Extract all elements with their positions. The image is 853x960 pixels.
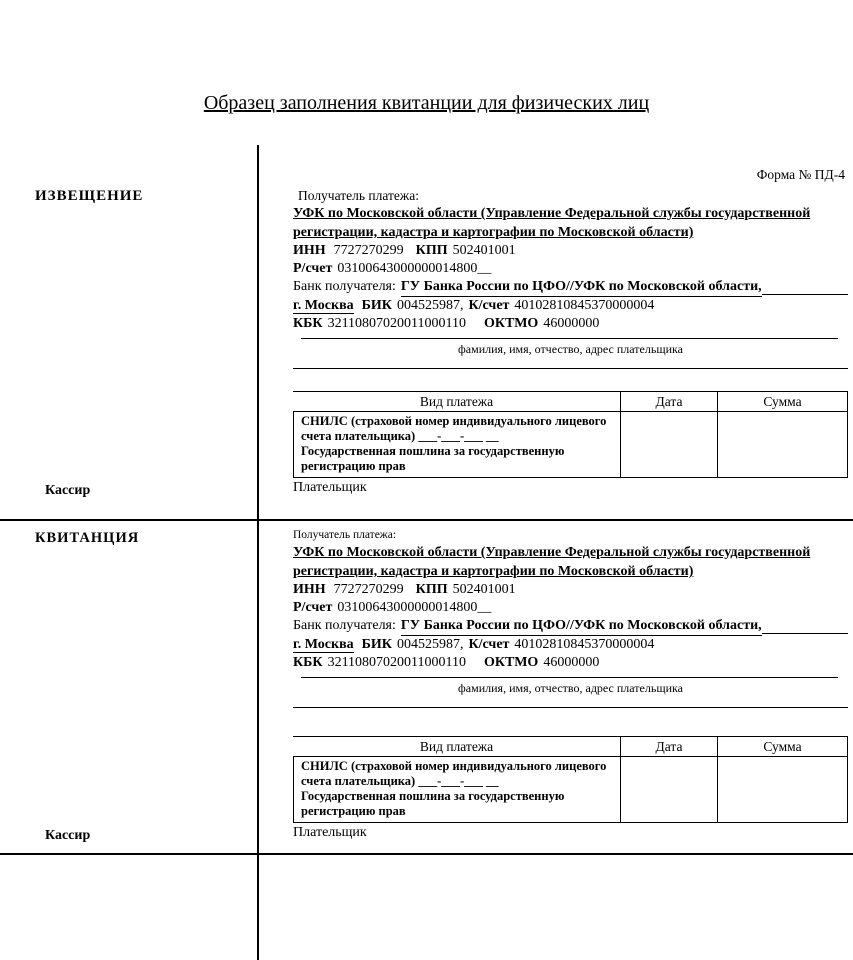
oktmo-value: 46000000 [543, 316, 600, 331]
header-date: Дата [620, 392, 717, 411]
kpp-value: 502401001 [452, 582, 516, 597]
payer-name-caption: фамилия, имя, отчество, адрес плательщика [458, 681, 683, 695]
payee-name: УФК по Московской области (Управление Федеральной службы государственной регистрации, кадастра и картографии по Московской области) [293, 206, 811, 240]
payment-type-duty: Государственная пошлина за государственную регистрацию прав [301, 789, 565, 818]
account-label: Р/счет [293, 261, 333, 276]
account-value: 03100643000000014800__ [337, 261, 492, 276]
corr-label: К/счет [468, 298, 510, 313]
notice-section [293, 187, 848, 497]
corr-value: 40102810845370000004 [514, 298, 655, 313]
receipt-section [293, 528, 848, 842]
inn-kpp-line [293, 581, 848, 599]
bottom-separator-line [0, 853, 853, 855]
header-payment-type: Вид платежа [419, 739, 494, 754]
bank-line [293, 617, 848, 636]
payment-type-cell [294, 757, 620, 822]
account-value: 03100643000000014800__ [337, 600, 492, 615]
bik-label: БИК [361, 637, 392, 652]
payer-label: Плательщик [293, 825, 367, 840]
inn-label: ИНН [293, 243, 326, 258]
account-line [293, 599, 848, 617]
account-line [293, 260, 848, 278]
bank-city: г. Москва [293, 637, 354, 652]
bik-line [293, 297, 848, 315]
kpp-label: КПП [415, 243, 448, 258]
payment-table-row [293, 757, 848, 823]
section-separator-line [0, 519, 853, 521]
kpp-label: КПП [415, 582, 448, 597]
kbk-label: КБК [293, 316, 323, 331]
payment-table [293, 736, 848, 823]
sum-cell [717, 412, 848, 477]
account-label: Р/счет [293, 600, 333, 615]
payment-table-header [293, 736, 848, 757]
sum-cell [717, 757, 848, 822]
payment-type-snils: СНИЛС (страховой номер индивидуального лицевого счета плательщика) ___-___-___ __ [301, 759, 607, 788]
payer-name-rule-top [301, 677, 838, 678]
underline-fill [762, 278, 848, 295]
payee-name: УФК по Московской области (Управление Федеральной службы государственной регистрации, кадастра и картографии по Московской области) [293, 545, 811, 579]
bank-line [293, 278, 848, 297]
oktmo-label: ОКТМО [484, 316, 539, 331]
payment-type-cell [294, 412, 620, 477]
payee-label: Получатель платежа: [298, 188, 419, 203]
cashier-label-notice: Кассир [45, 483, 91, 498]
section-title-receipt: КВИТАНЦИЯ [35, 530, 140, 546]
date-cell [620, 412, 717, 477]
corr-label: К/счет [468, 637, 510, 652]
cashier-label-receipt: Кассир [45, 828, 91, 843]
inn-kpp-line [293, 242, 848, 260]
header-sum: Сумма [717, 737, 847, 756]
payer-name-rule-top [301, 338, 838, 339]
header-payment-type: Вид платежа [419, 394, 494, 409]
inn-label: ИНН [293, 582, 326, 597]
header-date: Дата [620, 737, 717, 756]
kbk-line [293, 315, 848, 333]
bank-label: Банк получателя: [293, 279, 396, 294]
payer-label: Плательщик [293, 480, 367, 495]
kbk-line [293, 654, 848, 672]
kbk-value: 32110807020011000110 [327, 316, 467, 331]
date-cell [620, 757, 717, 822]
oktmo-label: ОКТМО [484, 655, 539, 670]
inn-value: 7727270299 [333, 243, 404, 258]
payee-label: Получатель платежа: [293, 529, 397, 541]
bik-label: БИК [361, 298, 392, 313]
payer-name-caption: фамилия, имя, отчество, адрес плательщика [458, 342, 683, 356]
inn-value: 7727270299 [333, 582, 404, 597]
vertical-divider [257, 145, 259, 960]
bank-value: ГУ Банка России по ЦФО//УФК по Московской области, [401, 617, 762, 636]
payment-table-header [293, 391, 848, 412]
corr-value: 40102810845370000004 [514, 637, 655, 652]
payment-table-row [293, 412, 848, 478]
document-title: Образец заполнения квитанции для физических лиц [203, 92, 650, 114]
bank-value: ГУ Банка России по ЦФО//УФК по Московской области, [401, 278, 762, 297]
kbk-label: КБК [293, 655, 323, 670]
kpp-value: 502401001 [452, 243, 516, 258]
underline-fill [762, 617, 848, 634]
payer-name-rule-bottom [293, 707, 848, 708]
header-sum: Сумма [717, 392, 847, 411]
payer-name-rule-bottom [293, 368, 848, 369]
bik-value: 004525987, [396, 298, 464, 313]
oktmo-value: 46000000 [543, 655, 600, 670]
kbk-value: 32110807020011000110 [327, 655, 467, 670]
bank-label: Банк получателя: [293, 618, 396, 633]
payment-type-snils: СНИЛС (страховой номер индивидуального лицевого счета плательщика) ___-___-___ __ [301, 414, 607, 443]
form-number: Форма № ПД-4 [756, 167, 845, 182]
bank-city: г. Москва [293, 298, 354, 313]
bik-value: 004525987, [396, 637, 464, 652]
section-title-notice: ИЗВЕЩЕНИЕ [35, 188, 144, 204]
payment-type-duty: Государственная пошлина за государственную регистрацию прав [301, 444, 565, 473]
payment-table [293, 391, 848, 478]
bik-line [293, 636, 848, 654]
